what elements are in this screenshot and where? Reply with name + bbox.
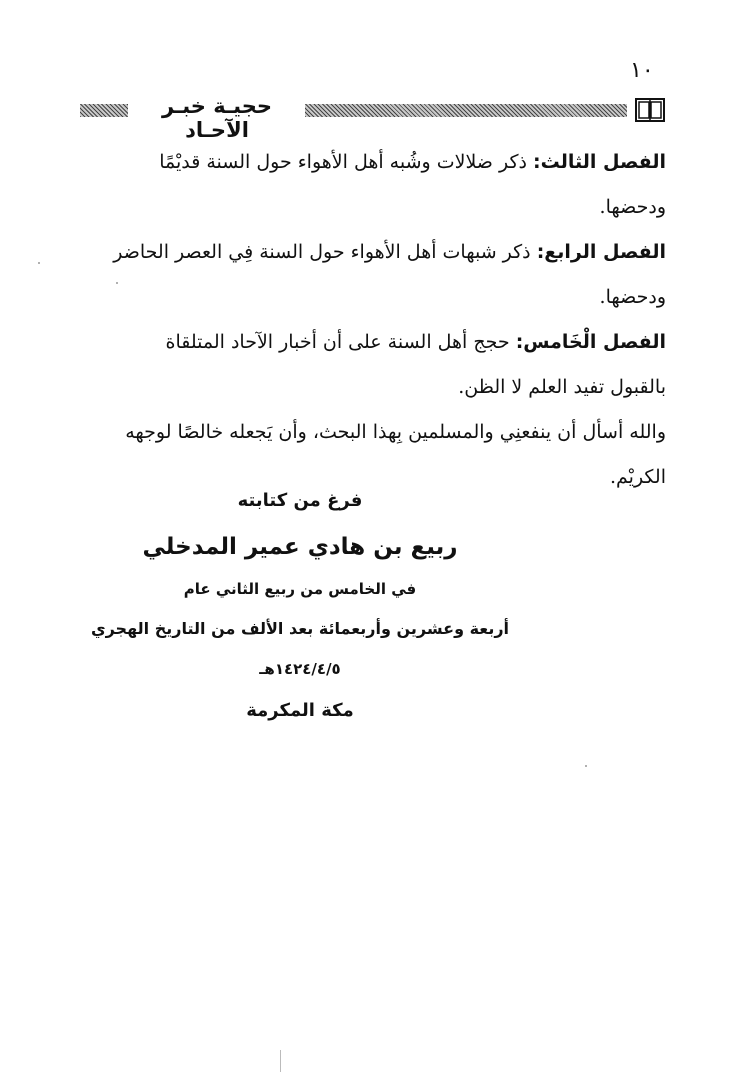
- scan-edge-line: [280, 1050, 281, 1072]
- colophon-city: مكة المكرمة: [246, 700, 354, 721]
- chapter-paragraph: [110, 140, 666, 230]
- chapter-label: الفصل الثالث:: [533, 151, 666, 173]
- body-text: [110, 140, 666, 500]
- chapter-text: ذكر ضلالات وشُبه أهل الأهواء حول السنة قديْمًا ودحضها.: [159, 151, 666, 218]
- chapter-text: ذكر شبهات أهل الأهواء حول السنة فِي العصر الحاضر ودحضها.: [113, 241, 666, 308]
- scan-speck: [116, 282, 118, 284]
- colophon-author: ربيع بن هادي عمير المدخلي: [142, 534, 458, 560]
- colophon: [60, 486, 540, 726]
- chapter-text: حجج أهل السنة على أن أخبار الآحاد المتلقاة بالقبول تفيد العلم لا الظن.: [165, 331, 666, 398]
- header-pattern-left: [80, 104, 128, 117]
- header-pattern-right: [305, 104, 627, 117]
- chapter-paragraph: [110, 230, 666, 320]
- chapter-label: الفصل الْخَامس:: [515, 331, 666, 353]
- scan-speck: [38, 262, 40, 264]
- colophon-date-words: أربعة وعشرين وأربعمائة بعد الألف من التاريخ الهجري: [90, 619, 510, 638]
- chapter-paragraph: [110, 320, 666, 410]
- closing-paragraph: والله أسأل أن ينفعنِي والمسلمين بِهذا البحث، وأن يَجعله خالصًا لوجهه الكريْم.: [125, 421, 666, 488]
- scan-speck: [585, 765, 587, 767]
- open-book-icon: [635, 96, 665, 124]
- colophon-dateline: في الخامس من ربيع الثاني عام: [183, 580, 417, 598]
- colophon-hijri-date: ١٤٢٤/٤/٥هـ: [259, 660, 341, 678]
- running-header: [80, 94, 670, 142]
- page-number: ١٠: [630, 58, 654, 83]
- header-title: حجيـة خبـر الآحـاد: [161, 94, 272, 142]
- colophon-finished: فرغ من كتابته: [237, 490, 363, 511]
- chapter-label: الفصل الرابع:: [536, 241, 666, 263]
